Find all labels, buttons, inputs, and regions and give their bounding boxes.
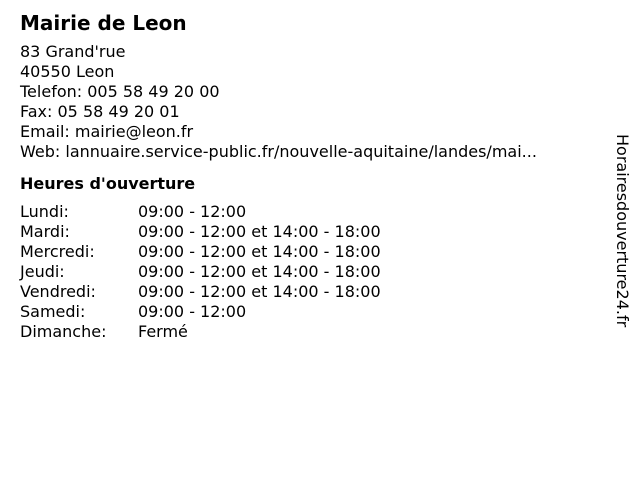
hours-day: Mardi: — [20, 222, 70, 241]
email-line — [20, 122, 600, 142]
hours-time: 09:00 - 12:00 et 14:00 - 18:00 — [138, 242, 381, 261]
fax-line — [20, 102, 600, 122]
hours-day: Vendredi: — [20, 282, 96, 301]
fax-value: 05 58 49 20 01 — [57, 102, 180, 121]
phone-label: Telefon: — [20, 82, 83, 101]
site-watermark: Horairesdouverture24.fr — [613, 134, 632, 328]
hours-time: 09:00 - 12:00 — [138, 302, 247, 321]
hours-time: 09:00 - 12:00 — [138, 202, 247, 221]
hours-row — [20, 202, 381, 222]
hours-table — [20, 202, 381, 342]
hours-row — [20, 322, 381, 342]
email-label: Email: — [20, 122, 70, 141]
hours-title: Heures d'ouverture — [20, 174, 196, 193]
web-link[interactable]: lannuaire.service-public.fr/nouvelle-aquitaine/landes/mai... — [65, 142, 537, 161]
fax-label: Fax: — [20, 102, 53, 121]
hours-day: Lundi: — [20, 202, 69, 221]
hours-time: 09:00 - 12:00 et 14:00 - 18:00 — [138, 262, 381, 281]
phone-value[interactable]: 005 58 49 20 00 — [87, 82, 220, 101]
hours-row — [20, 262, 381, 282]
hours-row — [20, 302, 381, 322]
hours-time: Fermé — [138, 322, 188, 341]
web-label: Web: — [20, 142, 61, 161]
address-city: 40550 Leon — [20, 62, 115, 81]
page-title: Mairie de Leon — [20, 11, 187, 35]
hours-day: Mercredi: — [20, 242, 95, 261]
hours-day: Dimanche: — [20, 322, 107, 341]
hours-row — [20, 242, 381, 262]
hours-day: Jeudi: — [20, 262, 65, 281]
hours-time: 09:00 - 12:00 et 14:00 - 18:00 — [138, 222, 381, 241]
hours-time: 09:00 - 12:00 et 14:00 - 18:00 — [138, 282, 381, 301]
hours-day: Samedi: — [20, 302, 86, 321]
address-street: 83 Grand'rue — [20, 42, 126, 61]
hours-row — [20, 222, 381, 242]
web-line — [20, 142, 600, 162]
mairie-card — [20, 10, 600, 342]
hours-row — [20, 282, 381, 302]
email-link[interactable]: mairie@leon.fr — [74, 122, 194, 141]
phone-line — [20, 82, 600, 102]
